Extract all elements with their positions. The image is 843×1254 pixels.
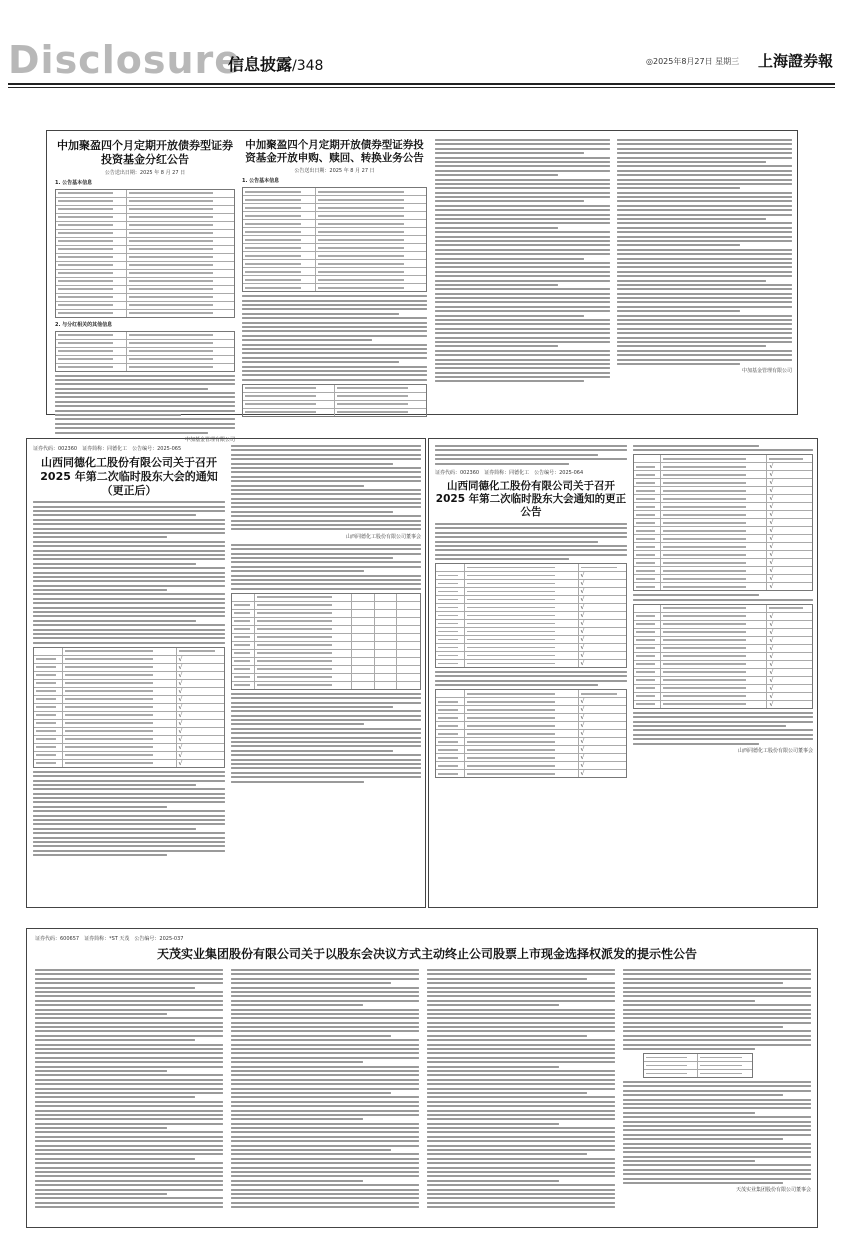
notice-sx-correction-col2 [633,445,813,754]
body-text [242,295,427,380]
proxy-vote-table [231,593,421,690]
body-text [633,712,813,745]
stock-code-line: 证券代码：002360 证券简称：同德化工 公告编号：2025-065 [33,446,182,452]
notice-tm-col1 [35,969,223,1210]
notice-panel-tianmao [26,928,818,1228]
body-text [617,139,792,365]
issue-date: ◎2025年8月27日 星期三 [646,57,740,66]
notice-title: 中加聚盈四个月定期开放债券型证券投资基金开放申购、赎回、转换业务公告 [245,139,424,165]
body-text [231,693,421,783]
notice-zj-dividend [55,139,235,443]
notice-zj-subscription [242,139,427,420]
stock-code-line: 证券代码：002360 证券简称：同德化工 公告编号：2025-064 [435,469,584,476]
signature: 山西同德化工股份有限公司董事会 [345,533,421,540]
notice-tm-col4 [623,969,811,1193]
body-text [435,445,627,465]
page-number: /348 [292,58,324,74]
notice-sx-meeting-col1 [33,445,225,859]
proposal-table-corrected: √ √ √ √ √ √ √ √ √ √ [435,689,627,778]
body-text [633,445,813,451]
notice-zj-subscription-cont2 [617,139,792,374]
info-table [242,187,427,292]
body-text [33,501,225,644]
body-text [623,1081,811,1184]
dividend-table [55,331,235,372]
body-text [435,139,610,382]
notice-title: 山西同德化工股份有限公司关于召开 2025 年第二次临时股东大会的通知（更正后） [40,456,218,497]
corrected-table-2: √ √ √ √ √ √ √ √ √ √ √ √ [633,604,813,709]
body-text [55,375,235,434]
stock-code-line: 证券代码：600657 证券简称：*ST 天茂 公告编号：2025-037 [35,936,184,942]
section-heading: 1. 公告基本信息 [55,179,93,186]
fee-table [242,384,427,417]
proposal-table: √ √ √ √ √ √ √ √ √ √ √ √ √ √ [33,647,225,768]
signature: 中加基金管理有限公司 [741,368,792,375]
signature: 中加基金管理有限公司 [184,436,235,443]
body-text [33,771,225,856]
body-text [623,969,811,1050]
brand-logo: Disclosure [8,38,242,82]
notice-tm-col2 [231,969,419,1210]
masthead [0,0,843,92]
notice-title: 山西同德化工股份有限公司关于召开 2025 年第二次临时股东大会通知的更正公告 [435,479,627,518]
notice-panel-zhongjia [46,130,798,443]
signature: 天茂实业集团股份有限公司董事会 [735,1187,811,1194]
notice-date: 公告送出日期：2025 年 8 月 27 日 [104,169,186,176]
newspaper-name: 上海證券報 [758,52,834,70]
section-heading: 1. 公告基本信息 [242,178,280,185]
masthead-rule-thin [8,87,835,88]
notice-sx-correction-col1 [435,445,627,781]
body-text [231,445,421,530]
body-text [435,523,627,560]
notice-panel-sx-meeting [26,438,426,908]
proposal-table: √ √ √ √ √ √ √ √ √ √ √ √ [435,563,627,668]
body-text [435,671,627,686]
body-text [231,544,421,590]
body-text [231,969,419,1208]
corrected-table: √ √ √ √ √ √ √ √ √ √ √ √ √ √ √ √ [633,454,813,591]
body-text [427,969,615,1208]
body-text [633,594,813,600]
notice-zj-subscription-cont [435,139,610,385]
notice-sx-meeting-col2 [231,445,421,785]
notice-title: 中加聚盈四个月定期开放债券型证券投资基金分红公告 [57,139,233,166]
masthead-rule [8,83,835,85]
notice-tm-col3 [427,969,615,1210]
signature: 山西同德化工股份有限公司董事会 [737,747,813,754]
info-table [55,189,235,318]
section-heading: 2. 与分红相关的其他信息 [55,321,113,328]
section-title [228,52,323,75]
section-name: 信息披露 [228,55,293,74]
notice-title: 天茂实业集团股份有限公司关于以股东会决议方式主动终止公司股票上市现金选择权派发的提示性公告 [156,947,697,961]
body-text [35,969,223,1208]
option-info-table [643,1053,753,1078]
notice-panel-sx-correction [428,438,818,908]
notice-date: 公告送出日期：2025 年 8 月 27 日 [294,168,375,175]
